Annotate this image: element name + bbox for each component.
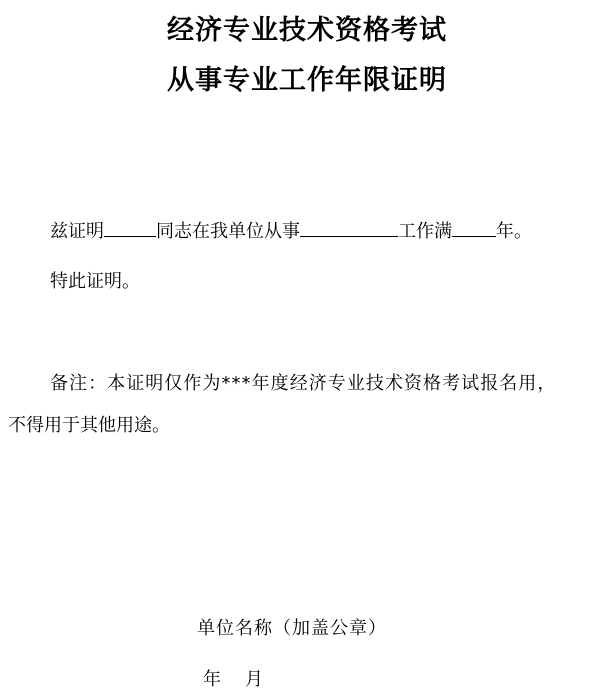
remark-line-1: 备注：本证明仅作为***年度经济专业技术资格考试报名用， xyxy=(50,373,557,394)
certify-text-3: 工作满 xyxy=(398,221,452,242)
work-field-blank xyxy=(300,218,398,237)
document-title-line2: 从事专业工作年限证明 xyxy=(167,65,447,96)
date-year-label: 年 xyxy=(203,669,221,690)
certify-text-1: 兹证明 xyxy=(50,221,104,242)
document-title-line1: 经济专业技术资格考试 xyxy=(167,15,447,46)
certify-text-2: 同志在我单位从事 xyxy=(156,221,300,242)
remark-line-2: 不得用于其他用途。 xyxy=(8,415,170,436)
unit-name-seal: 单位名称（加盖公章） xyxy=(197,618,387,639)
years-blank xyxy=(452,218,496,237)
date-line xyxy=(203,668,263,692)
name-blank xyxy=(104,218,156,237)
certify-text-4: 年。 xyxy=(496,221,532,242)
special-certification-note: 特此证明。 xyxy=(50,271,140,292)
date-month-label: 月 xyxy=(245,669,263,690)
certification-sentence xyxy=(50,218,532,244)
